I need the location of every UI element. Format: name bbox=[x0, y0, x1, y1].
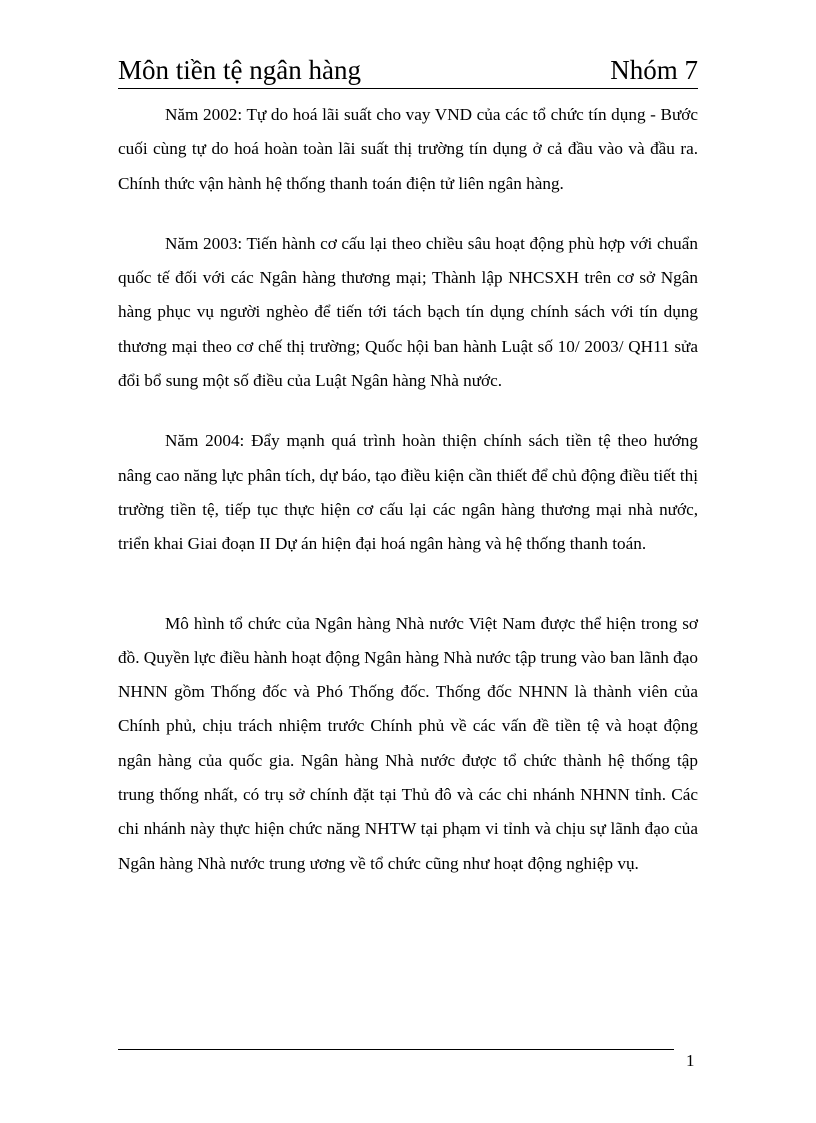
page-header bbox=[118, 52, 698, 89]
document-body bbox=[118, 98, 698, 881]
header-title: Môn tiền tệ ngân hàng bbox=[118, 55, 361, 85]
paragraph-2002: Năm 2002: Tự do hoá lãi suất cho vay VND của các tổ chức tín dụng - Bước cuối cùng tự do hoá hoàn toàn lãi suất thị trường tín dụng ở cả đầu vào và đầu ra. Chính thức vận hành hệ thống thanh toán điện tử liên ngân hàng. bbox=[118, 105, 698, 193]
page-number: 1 bbox=[686, 1051, 695, 1070]
paragraph-2003: Năm 2003: Tiến hành cơ cấu lại theo chiều sâu hoạt động phù hợp với chuẩn quốc tế đối với các Ngân hàng thương mại; Thành lập NHCSXH trên cơ sở Ngân hàng phục vụ người nghèo để tiến tới tách bạch tín dụng chính sách với tín dụng thương mại theo cơ chế thị trường; Quốc hội ban hành Luật số 10/ 2003/ QH11 sửa đổi bổ sung một số điều của Luật Ngân hàng Nhà nước. bbox=[118, 233, 698, 391]
footer-divider bbox=[118, 1049, 674, 1050]
paragraph-2004: Năm 2004: Đẩy mạnh quá trình hoàn thiện chính sách tiền tệ theo hướng nâng cao năng lực phân tích, dự báo, tạo điều kiện cần thiết để chủ động điều tiết thị trường tiền tệ, tiếp tục thực hiện cơ cấu lại các ngân hàng thương mại nhà nước, triển khai Giai đoạn II Dự án hiện đại hoá ngân hàng và hệ thống thanh toán. bbox=[118, 431, 698, 554]
header-group: Nhóm 7 bbox=[610, 55, 698, 85]
paragraph-organization-model: Mô hình tổ chức của Ngân hàng Nhà nước Việt Nam được thể hiện trong sơ đồ. Quyền lực điều hành hoạt động Ngân hàng Nhà nước tập trung vào ban lãnh đạo NHNN gồm Thống đốc và Phó Thống đốc. Thống đốc NHNN là thành viên của Chính phủ, chịu trách nhiệm trước Chính phủ về các vấn đề tiền tệ và hoạt động ngân hàng của quốc gia. Ngân hàng Nhà nước được tổ chức thành hệ thống tập trung thống nhất, có trụ sở chính đặt tại Thủ đô và các chi nhánh NHNN tỉnh. Các chi nhánh này thực hiện chức năng NHTW tại phạm vi tỉnh và chịu sự lãnh đạo của Ngân hàng Nhà nước trung ương về tổ chức cũng như hoạt động nghiệp vụ. bbox=[118, 613, 698, 873]
